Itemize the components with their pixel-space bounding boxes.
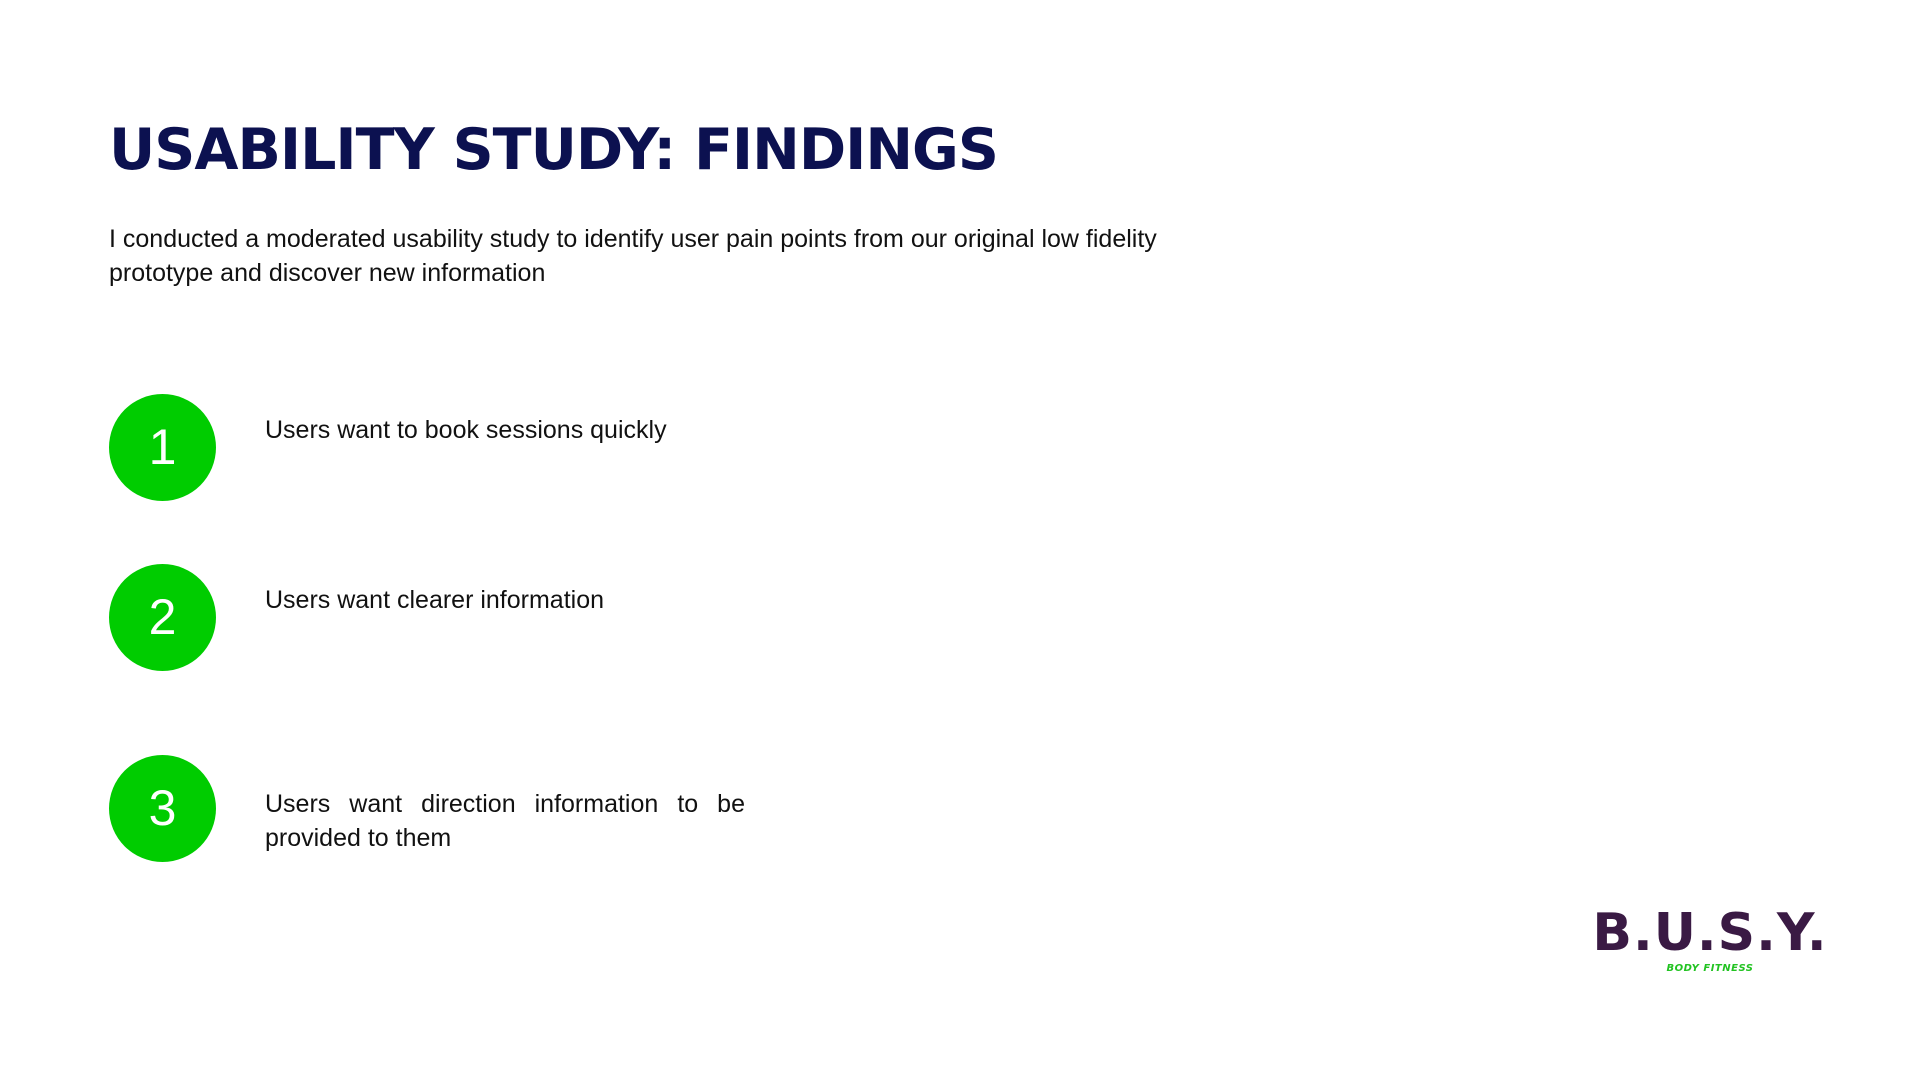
intro-text: I conducted a moderated usability study to identify user pain points from our original low fidelity prototype and discover new information xyxy=(109,225,1157,287)
finding-item xyxy=(109,564,909,672)
finding-text: Users want direction information to be provided to them xyxy=(265,790,745,852)
busy-logo xyxy=(1585,905,1835,985)
finding-number-badge: 1 xyxy=(109,394,216,501)
finding-number-badge: 3 xyxy=(109,755,216,862)
finding-item xyxy=(109,394,909,502)
finding-text: Users want clearer information xyxy=(265,586,605,614)
finding-text: Users want to book sessions quickly xyxy=(265,416,667,444)
logo-wordmark: B.U.S.Y. xyxy=(1592,903,1828,963)
page-title: USABILITY STUDY: FINDINGS xyxy=(109,117,998,183)
finding-number-badge: 2 xyxy=(109,564,216,671)
finding-item xyxy=(109,755,909,863)
logo-tagline: BODY FITNESS xyxy=(1666,963,1754,974)
